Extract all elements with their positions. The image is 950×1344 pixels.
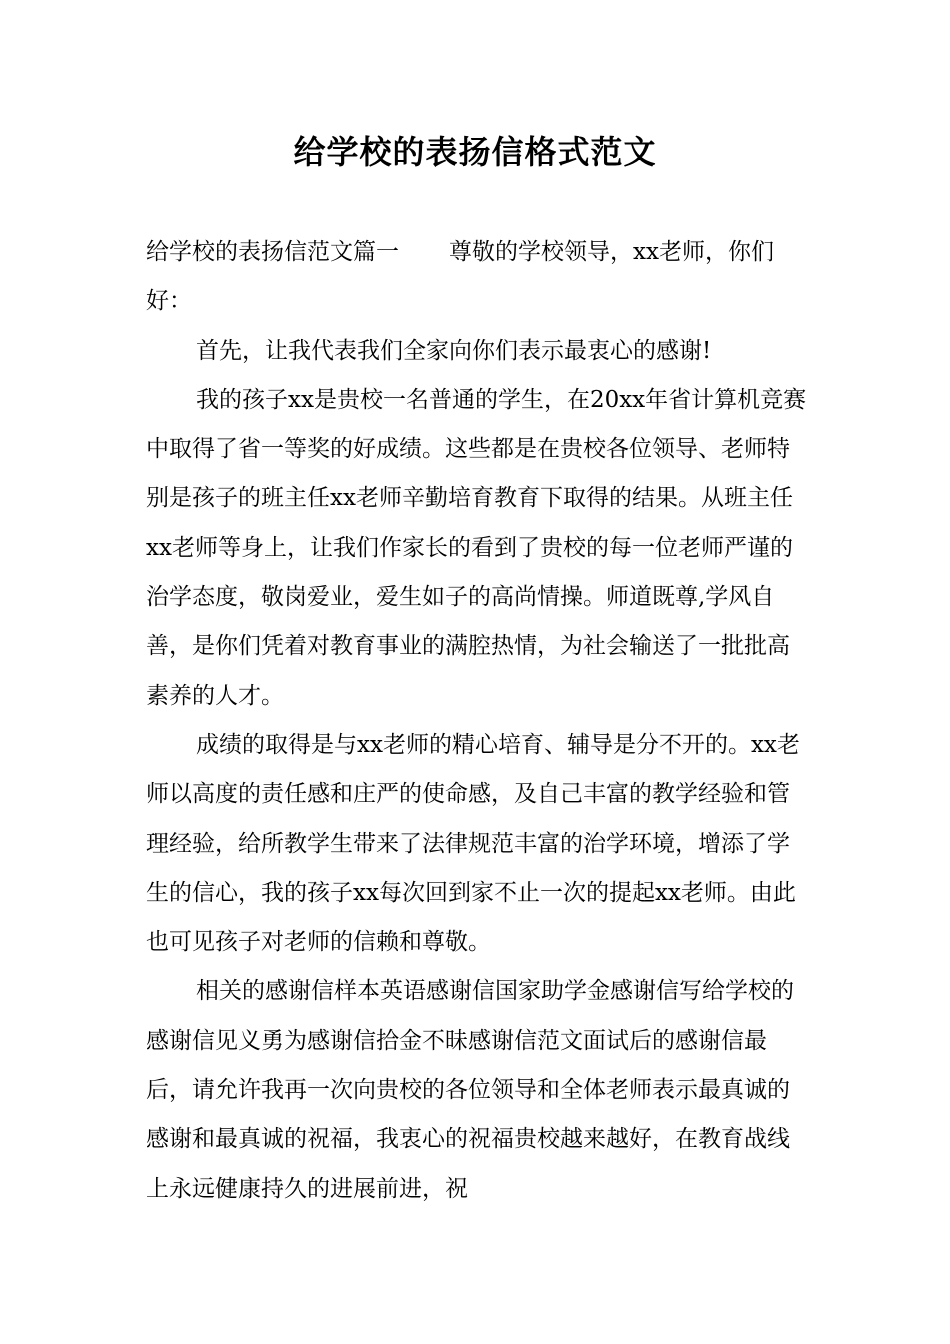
- letter-body: [146, 228, 811, 1214]
- paragraph-closing: 相关的感谢信样本英语感谢信国家助学金感谢信写给学校的感谢信见义勇为感谢信拾金不昧感谢信范文面试后的感谢信最后，请允许我再一次向贵校的各位领导和全体老师表示最真诚的感谢和最真诚的祝福，我衷心的祝福贵校越来越好，在教育战线上永远健康持久的进展前进，祝: [146, 978, 794, 1202]
- paragraph-thanks: 首先，让我代表我们全家向你们表示最衷心的感谢!: [196, 337, 712, 364]
- page-title: 给学校的表扬信格式范文: [293, 133, 657, 171]
- paragraph-teacher: 成绩的取得是与xx老师的精心培育、辅导是分不开的。xx老师以高度的责任感和庄严的使命感，及自己丰富的教学经验和管理经验，给所教学生带来了法律规范丰富的治学环境，增添了学生的信心，我的孩子xx每次回到家不止一次的提起xx老师。由此也可见孩子对老师的信赖和尊敬。: [146, 731, 800, 956]
- salutation: 尊敬的学校领导，xx老师，你们好：: [146, 239, 774, 315]
- opening-line: [146, 228, 811, 327]
- section-label: 给学校的表扬信范文篇一: [146, 239, 399, 265]
- paragraph-achievement: 我的孩子xx是贵校一名普通的学生，在20xx年省计算机竞赛中取得了省一等奖的好成绩。这些都是在贵校各位领导、老师特别是孩子的班主任xx老师辛勤培育教育下取得的结果。从班主任xx老师等身上，让我们作家长的看到了贵校的每一位老师严谨的治学态度，敬岗爱业，爱生如子的高尚情操。师道既尊,学风自善，是你们凭着对教育事业的满腔热情，为社会输送了一批批高素养的人才。: [146, 386, 807, 709]
